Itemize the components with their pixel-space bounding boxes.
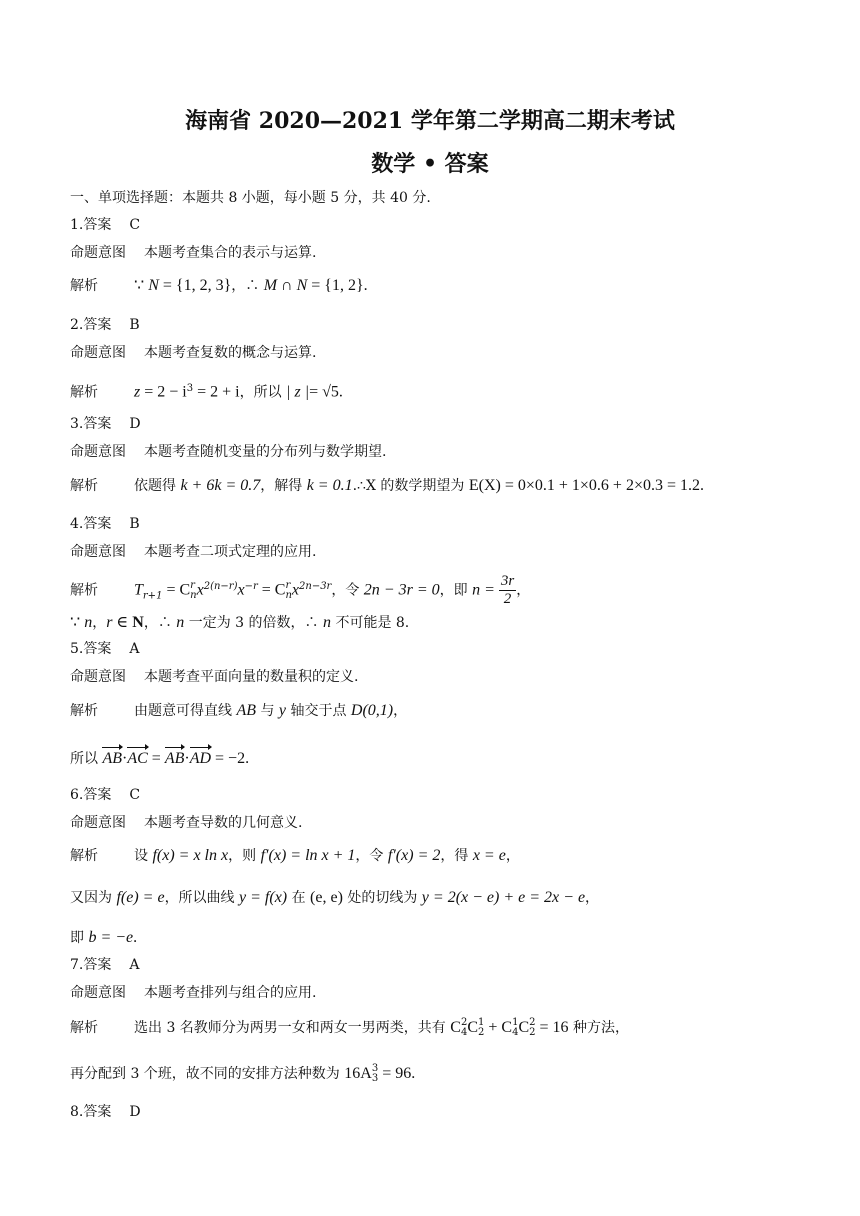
q4-b5: ∈	[112, 614, 133, 631]
q4-b9: 一定为 3 的倍数，∴	[184, 615, 323, 631]
intent-label: 命题意图	[70, 245, 126, 261]
analysis-label: 解析	[70, 278, 98, 294]
q2-analysis-line	[70, 380, 343, 402]
q5-a4: y	[278, 702, 287, 719]
q2-a4: = 2 + i	[193, 383, 240, 401]
intent-label: 命题意图	[70, 544, 126, 560]
q5-answer-line	[70, 640, 139, 658]
q7-a1: 选出 3 名教师分为两男一女和两女一男两类，共有	[134, 1020, 451, 1036]
q3-a5: .∴X 的数学期望为	[352, 478, 469, 494]
q1-a4: ，∴	[231, 278, 264, 294]
q4-a2: r+1	[142, 590, 163, 602]
answer-label: 答案	[83, 1104, 112, 1120]
q3-a7: .	[700, 477, 704, 494]
q7-a6: 1	[477, 1017, 485, 1028]
q3-number: 3.	[70, 416, 84, 432]
q4-a5: n	[190, 589, 197, 601]
q1-a6: = {1, 2}	[307, 277, 364, 294]
q4-b7: ，∴	[143, 615, 177, 631]
q7-result-line	[70, 1064, 415, 1084]
q2-intent-line	[70, 344, 316, 362]
q2-a1: z	[134, 383, 141, 401]
q6-a2: f(x) = x ln x	[152, 847, 229, 864]
q6-intent: 本题考查导数的几何意义.	[144, 815, 303, 831]
q4-a7: 2(n−r)	[203, 581, 238, 592]
q4-a9: −r	[244, 581, 258, 592]
analysis-label: 解析	[70, 848, 98, 864]
q5-result-line	[70, 750, 249, 768]
q6-a3: ，则	[228, 848, 261, 864]
q4-b6: N	[132, 614, 144, 631]
answer-label: 答案	[83, 416, 112, 432]
q7-analysis-line	[70, 1018, 629, 1038]
q1-a1: ∵	[134, 277, 149, 294]
vector-ac: AC	[127, 750, 148, 767]
q7-answer: A	[129, 957, 140, 973]
q7-a15: 种方法，	[568, 1020, 629, 1036]
q5-intent: 本题考查平面向量的数量积的定义.	[144, 669, 359, 685]
q7-b4: 3	[371, 1073, 379, 1084]
q4-a11: r	[285, 579, 291, 591]
q2-a7: = √5	[309, 383, 339, 401]
q4-a6: x	[196, 581, 204, 599]
q7-b3: 3	[371, 1063, 379, 1074]
q4-number: 4.	[70, 516, 84, 532]
q5-a7: ，	[393, 703, 408, 719]
q4-b4: r	[106, 614, 113, 631]
q8-number: 8.	[70, 1104, 84, 1120]
q2-a3: 3	[186, 383, 194, 394]
q2-answer: B	[129, 317, 140, 333]
q4-a17: ，即	[439, 582, 473, 599]
q7-number: 7.	[70, 957, 84, 973]
q7-a10: 4	[512, 1027, 519, 1038]
q1-number: 1.	[70, 217, 84, 233]
q2-number: 2.	[70, 317, 84, 333]
q3-analysis-line	[70, 477, 704, 495]
q7-b1: 再分配到 3 个班，故不同的安排方法种数为	[70, 1066, 345, 1082]
q6-answer: C	[129, 787, 141, 803]
q7-a9: 1	[512, 1017, 519, 1028]
q6-tangent-line	[70, 889, 599, 907]
q5-b1: 所以	[70, 751, 103, 767]
q7-a5: C	[467, 1019, 478, 1036]
q3-a6: E(X) = 0×0.1 + 1×0.6 + 2×0.3 = 1.2	[468, 477, 700, 494]
q5-a6: D(0,1)	[350, 702, 394, 719]
q7-a14: = 16	[535, 1019, 569, 1036]
q4-frac-num: 3r	[500, 573, 515, 590]
q4-a8: x	[237, 581, 245, 599]
q4-a18: n =	[472, 581, 499, 599]
section-intro: 一、单项选择题：本题共 8 小题，每小题 5 分，共 40 分.	[70, 190, 431, 206]
q6-c2: b = −e	[88, 929, 134, 946]
q7-a12: 2	[529, 1017, 536, 1028]
analysis-label: 解析	[70, 703, 98, 719]
q4-a14: 2n−3r	[299, 581, 332, 592]
q6-a8: x = e	[472, 847, 506, 864]
q5-b5: = −2	[211, 750, 246, 767]
q4-b3: ，	[92, 615, 107, 631]
analysis-label: 解析	[70, 582, 98, 599]
q2-a8: .	[338, 383, 343, 401]
q1-intent-line	[70, 244, 316, 262]
q4-intent-line	[70, 543, 316, 561]
q6-a6: f′(x) = 2	[387, 847, 441, 864]
q6-a1: 设	[134, 848, 153, 864]
q1-a2: N	[148, 277, 159, 294]
q4-a10: = C	[257, 581, 286, 599]
q1-analysis-line	[70, 277, 368, 295]
q1-a3: = {1, 2, 3}	[158, 277, 232, 294]
intent-label: 命题意图	[70, 815, 126, 831]
q6-b1: 又因为	[70, 890, 117, 906]
q6-a9: ，	[505, 848, 520, 864]
q8-answer: D	[129, 1104, 141, 1120]
q7-a13: 2	[529, 1027, 536, 1038]
q4-b8: n	[176, 614, 185, 631]
q3-intent: 本题考查随机变量的分布列与数学期望.	[144, 444, 387, 460]
analysis-label: 解析	[70, 384, 98, 401]
q5-number: 5.	[70, 641, 84, 657]
q4-answer-line	[70, 515, 140, 533]
q2-a6: | z |	[286, 383, 310, 401]
q4-b11: 不可能是 8.	[331, 615, 410, 631]
intent-label: 命题意图	[70, 444, 126, 460]
q7-a4: 4	[460, 1027, 468, 1038]
intent-label: 命题意图	[70, 985, 126, 1001]
q6-a4: f′(x) = ln x + 1	[260, 847, 356, 864]
q6-a7: ，得	[440, 848, 473, 864]
q4-a12: n	[285, 589, 292, 601]
answer-label: 答案	[83, 516, 112, 532]
q6-result-line	[70, 929, 137, 947]
q3-answer: D	[129, 416, 141, 432]
q7-a11: C	[518, 1019, 530, 1036]
q6-intent-line	[70, 814, 302, 832]
q7-a2: C	[450, 1019, 461, 1036]
q5-b3: =	[147, 750, 165, 767]
q3-a4: k = 0.1	[306, 477, 353, 494]
q3-intent-line	[70, 443, 386, 461]
q3-a2: k + 6k = 0.7	[180, 477, 261, 494]
vector-ab: AB	[102, 750, 122, 767]
q8-answer-line	[70, 1103, 141, 1121]
q6-b4: y = f(x)	[239, 889, 288, 906]
q6-b8: y = 2(x − e) + e = 2x − e	[421, 889, 586, 906]
q4-a3: = C	[162, 581, 191, 599]
q6-a5: ，令	[355, 848, 388, 864]
q4-frac-den: 2	[503, 591, 512, 608]
q4-b2: n	[84, 614, 93, 631]
answer-label: 答案	[83, 957, 112, 973]
q4-a13: x	[291, 581, 300, 599]
q5-b2: ·	[122, 750, 128, 767]
q6-c3: .	[133, 929, 138, 946]
q5-b6: .	[245, 750, 250, 767]
q6-analysis-line	[70, 847, 520, 865]
q3-answer-line	[70, 415, 141, 433]
q1-a5: M ∩ N	[263, 277, 308, 294]
q4-a16: 2n − 3r = 0	[363, 581, 440, 599]
vector-ad: AD	[189, 750, 212, 767]
intent-label: 命题意图	[70, 669, 126, 685]
q5-a5: 轴交于点	[286, 703, 351, 719]
answer-label: 答案	[83, 787, 112, 803]
q6-b9: ，	[585, 890, 600, 906]
q7-intent: 本题考查排列与组合的应用.	[144, 985, 317, 1001]
q6-b3: ，所以曲线	[164, 890, 240, 906]
q1-intent: 本题考查集合的表示与运算.	[144, 245, 317, 261]
q6-b6: (e, e)	[310, 889, 343, 906]
q3-a3: ，解得	[260, 478, 307, 494]
q6-number: 6.	[70, 787, 84, 803]
q4-answer: B	[129, 516, 140, 532]
q1-a7: .	[363, 277, 368, 294]
q6-b7: 处的切线为	[342, 890, 422, 906]
q1-answer-line	[70, 216, 140, 234]
q3-a1: 依题得	[134, 478, 181, 494]
analysis-label: 解析	[70, 478, 98, 494]
q7-intent-line	[70, 984, 316, 1002]
q4-intent: 本题考查二项式定理的应用.	[144, 544, 317, 560]
q5-a3: 与	[256, 703, 279, 719]
intent-label: 命题意图	[70, 345, 126, 361]
q5-a2: AB	[236, 702, 256, 719]
q6-b5: 在	[287, 890, 311, 906]
q1-answer: C	[129, 217, 141, 233]
q6-c1: 即	[70, 930, 89, 946]
q7-a3: 2	[460, 1017, 468, 1028]
q2-intent: 本题考查复数的概念与运算.	[144, 345, 317, 361]
q2-a5: ，所以	[239, 384, 287, 401]
document-title: 海南省 2020—2021 学年第二学期高二期末考试	[185, 108, 675, 134]
q7-b5: = 96	[378, 1065, 412, 1082]
answer-label: 答案	[83, 217, 112, 233]
q2-a2: = 2 − i	[140, 383, 187, 401]
q6-b2: f(e) = e	[116, 889, 165, 906]
q5-answer: A	[129, 641, 140, 657]
q5-b4: ·	[184, 750, 190, 767]
q4-a15: ，令	[331, 582, 364, 599]
q4-conclusion-line	[70, 614, 409, 632]
q4-a4: r	[190, 579, 195, 591]
q7-a7: 2	[477, 1027, 485, 1038]
answer-label: 答案	[83, 317, 112, 333]
q4-b10: n	[323, 614, 331, 631]
q7-b2: 16A	[344, 1065, 372, 1082]
q4-fraction	[499, 573, 516, 608]
q4-a1: T	[134, 581, 143, 599]
q4-a19: ，	[516, 582, 531, 599]
analysis-label: 解析	[70, 1020, 98, 1036]
answer-label: 答案	[83, 641, 112, 657]
q7-a8: + C	[484, 1019, 513, 1036]
q5-intent-line	[70, 668, 358, 686]
q5-analysis-line	[70, 702, 407, 720]
vector-ab-2: AB	[164, 750, 185, 767]
q5-a1: 由题意可得直线	[134, 703, 237, 719]
q4-analysis-line	[70, 568, 530, 615]
q4-b1: ∵	[70, 614, 85, 631]
q7-answer-line	[70, 956, 139, 974]
q6-answer-line	[70, 786, 140, 804]
q2-answer-line	[70, 316, 140, 334]
q7-b6: .	[411, 1065, 416, 1082]
document-subtitle: 数学 • 答案	[371, 151, 489, 177]
